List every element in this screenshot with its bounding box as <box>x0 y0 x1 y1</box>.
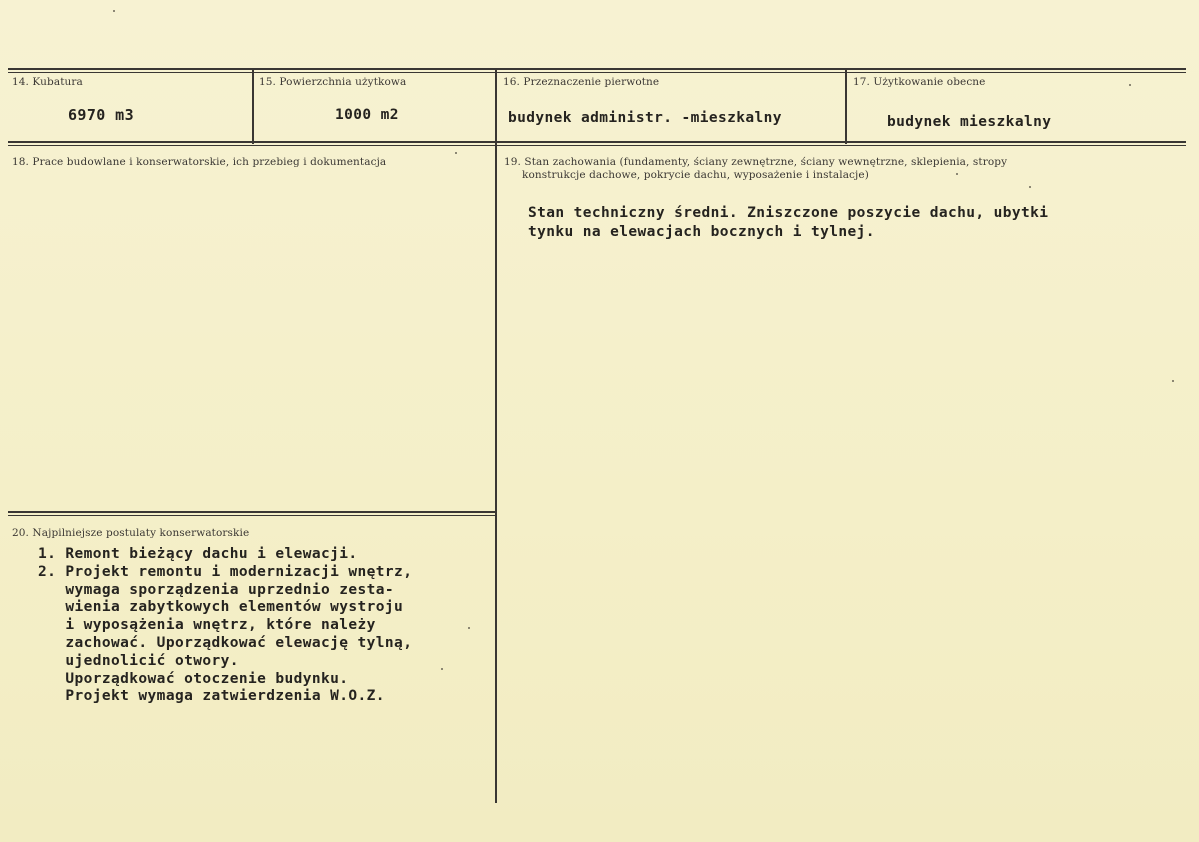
uzytkowanie-label: 17. Użytkowanie obecne <box>853 76 986 88</box>
section-20-rule-b <box>8 515 496 516</box>
prace-label: 18. Prace budowlane i konserwatorskie, ich przebieg i dokumentacja <box>12 156 387 168</box>
postulaty-line: Projekt wymaga zatwierdzenia W.O.Z. <box>38 688 385 705</box>
kubatura-label: 14. Kubatura <box>12 76 83 88</box>
col-divider-1 <box>252 68 254 144</box>
postulaty-line: ujednolicić otwory. <box>38 652 239 669</box>
top-double-rule-a <box>8 68 1186 70</box>
kubatura-value: 6970 m3 <box>68 106 135 124</box>
col-divider-2 <box>495 68 497 803</box>
postulaty-line: i wyposążenia wnętrz, które należy <box>38 617 376 634</box>
scan-speck <box>441 668 443 670</box>
postulaty-line: 1. Remont bieżący dachu i elewacji. <box>38 546 358 562</box>
scan-speck <box>1129 84 1131 86</box>
postulaty-line: wienia zabytkowych elementów wystroju <box>38 599 404 616</box>
row-divider-rule-a <box>8 141 1186 143</box>
scan-speck <box>468 627 470 629</box>
scan-speck <box>1029 186 1031 188</box>
scan-speck <box>113 10 115 12</box>
stan-text-line: Stan techniczny średni. Zniszczone poszycie dachu, ubytki <box>528 205 1049 221</box>
postulaty-line: Uporządkować otoczenie budynku. <box>38 670 349 687</box>
powierzchnia-value: 1000 m2 <box>335 107 399 123</box>
scan-speck <box>455 152 457 154</box>
stan-text <box>528 204 1048 242</box>
przeznaczenie-value: budynek administr. -mieszkalny <box>508 110 782 126</box>
postulaty-line: zachować. Uporządkować elewację tylną, <box>38 634 413 651</box>
powierzchnia-label: 15. Powierzchnia użytkowa <box>259 76 407 88</box>
stan-label-line1: 19. Stan zachowania (fundamenty, ściany zewnętrzne, ściany wewnętrzne, sklepienia, stropy <box>504 156 1008 168</box>
section-20-rule-a <box>8 511 496 513</box>
top-double-rule-b <box>8 72 1186 73</box>
uzytkowanie-value: budynek mieszkalny <box>887 114 1052 130</box>
col-divider-3 <box>845 68 847 144</box>
stan-label-line2: konstrukcje dachowe, pokrycie dachu, wyposażenie i instalacje) <box>522 169 869 181</box>
przeznaczenie-label: 16. Przeznaczenie pierwotne <box>503 76 660 88</box>
scan-speck <box>1172 380 1174 382</box>
postulaty-label: 20. Najpilniejsze postulaty konserwatorskie <box>12 527 250 539</box>
postulaty-list <box>38 546 412 706</box>
postulaty-line: wymaga sporządzenia uprzednio zesta- <box>38 581 395 598</box>
row-divider-rule-b <box>8 145 1186 146</box>
scan-speck <box>956 173 958 175</box>
postulaty-line: 2. Projekt remontu i modernizacji wnętrz, <box>38 563 413 580</box>
stan-text-line: tynku na elewacjach bocznych i tylnej. <box>528 224 875 240</box>
